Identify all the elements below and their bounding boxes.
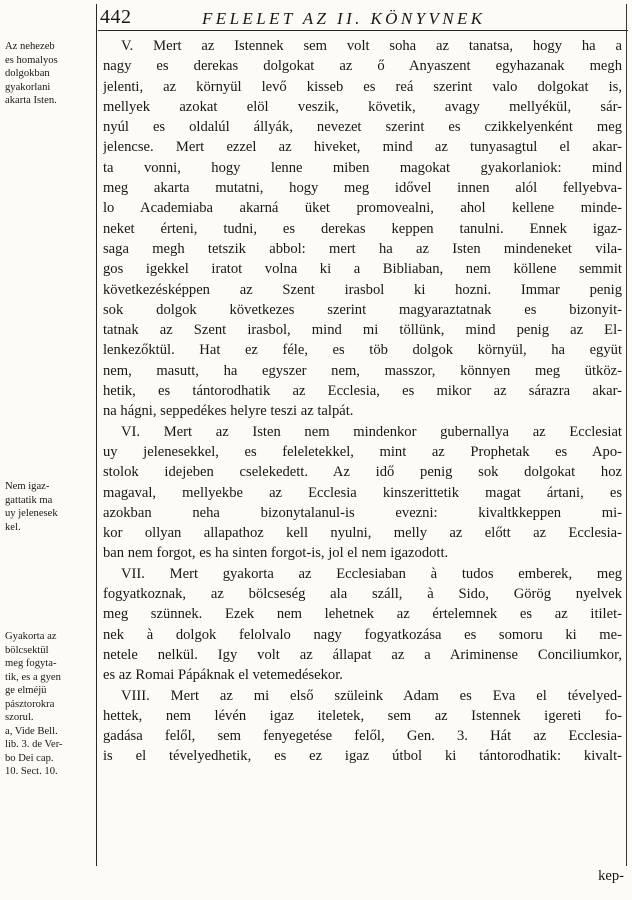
body-line: lo Academiaba akarná üket promovealni, ahol kellene minde- — [103, 200, 622, 217]
running-head: FELELET AZ II. KÖNYVNEK — [202, 9, 486, 28]
body-line: nek à dolgok felolvalo nagy fogyatkozása es somoru ki me- — [103, 626, 622, 643]
body-line: netele nelkül. Igy volt az állapat az a Ariminense Conciliumkor, — [103, 646, 622, 663]
body-line: hetik, es tántorodhatik az Ecclesia, es mikor az sárazra akar- — [103, 383, 622, 400]
body-line: lenkezőktül. Hat ez féle, es töb dolgok környül, ha együt — [103, 342, 622, 359]
body-line: fogyatkoznak, az bölcseség ala száll, à Sido, Görög nyelvek — [103, 586, 622, 603]
margin-note: Gyakorta az bölcsektül meg fogyta- tik, es a gyen ge elméjü pásztorokra szorul. a, Vide Bell. lib. 3. de Ver- bo Dei cap. 10. Sect. 10. — [5, 631, 63, 777]
body-line: nyúl es oldalúl állyák, nevezet szerint es czikkelyenként meg — [103, 119, 622, 136]
body-line: hettek, nem lévén igaz iteletek, sem az Istennek igereti fo- — [103, 707, 622, 724]
body-line: VI. Mert az Isten nem mindenkor gubernallya az Ecclesiat — [121, 423, 622, 440]
body-line: azokban neha bizonytalanul-is evezni: kivaltkkeppen mi- — [103, 504, 622, 521]
right-border-rule — [626, 4, 627, 866]
body-line: stolok idejeben cselekedett. Az idő penig sok dolgokat hoz — [103, 464, 622, 481]
body-line: magaval, mellyekbe az Ecclesia kinszerittetik magat ártani, es — [103, 484, 622, 501]
body-line: ta vonni, hogy lenne miben magokat gyakorlaniok: mind — [103, 159, 622, 176]
page-header — [98, 4, 628, 31]
margin-note: Az nehezeb es homalyos dolgokban gyakorlani akarta Isten. — [5, 41, 58, 106]
body-text — [103, 36, 622, 767]
margin-note: Nem igaz- gattatik ma uy jelenesek kel. — [5, 481, 58, 533]
body-line: nem, masutt, ha egyszer nem, masszor, könnyen meg ütköz- — [103, 362, 622, 379]
body-line: kor ollyan allapathoz kell nyulni, melly az előtt az Ecclesia- — [103, 525, 622, 542]
margin-divider-rule — [96, 4, 97, 866]
body-line: gadása felől, sem fenyegetése felől, Gen. 3. Hát az Ecclesia- — [103, 728, 622, 745]
body-line: jelenti, az környül levő kisseb es reá szerint valo dolgokat is, — [103, 78, 622, 95]
body-line: ban nem forgot, es ha sinten forgot-is, jol el nem igazodott. — [103, 545, 449, 562]
body-line: saga megh tetszik abbol: mert ha az Isten mindeneket vila- — [103, 240, 622, 257]
body-line: neket érteni, tudni, es derekas keppen tanulni. Ennek igaz- — [103, 220, 622, 237]
body-line: VIII. Mert az mi első szüleink Adam es Eva el tévelyed- — [121, 687, 622, 704]
body-line: meg szünnek. Ezek nem lehetnek az értelemnek es az itilet- — [103, 606, 622, 623]
body-line: VII. Mert gyakorta az Ecclesiaban à tudos emberek, meg — [121, 565, 622, 582]
body-line: meg akarta mutatni, hogy meg idővel innen alól fellyebva- — [103, 180, 622, 197]
body-line: jelencse. Mert ezzel az hiveket, mind az tunyasagtul el akar- — [103, 139, 622, 156]
page-number: 442 — [100, 6, 132, 28]
body-line: es az Romai Pápáknak el vetemedésekor. — [103, 667, 343, 684]
catchword: kep- — [598, 868, 624, 884]
body-line: nagy es derekas dolgokat az ő Anyaszent egyhazanak megh — [103, 58, 622, 75]
body-line: is el tévelyedhetik, es ez igaz útbol ki tántorodhatik: kivalt- — [103, 748, 622, 765]
body-line: sok dolgok következes szerint magyaraztatnak es bizonyit- — [103, 301, 622, 318]
body-line: gos igekkel iratot volna ki a Bibliaban, nem köllene semmit — [103, 261, 622, 278]
body-line: V. Mert az Istennek sem volt soha az tanatsa, hogy ha a — [121, 38, 622, 54]
body-line: mellyek azokat elöl veszik, követik, avagy mellyékül, sár- — [103, 98, 622, 115]
body-line: következésképpen az Szent irasbol ki hozni. Immar penig — [103, 281, 622, 298]
body-line: na hágni, seppedékes helyre teszi az talpát. — [103, 403, 354, 420]
body-line: tatnak az Szent irasbol, mind mi töllünk, mind penig az El- — [103, 322, 622, 339]
body-line: uy jelenesekkel, es feleletekkel, mint az Prophetak es Apo- — [103, 443, 622, 460]
